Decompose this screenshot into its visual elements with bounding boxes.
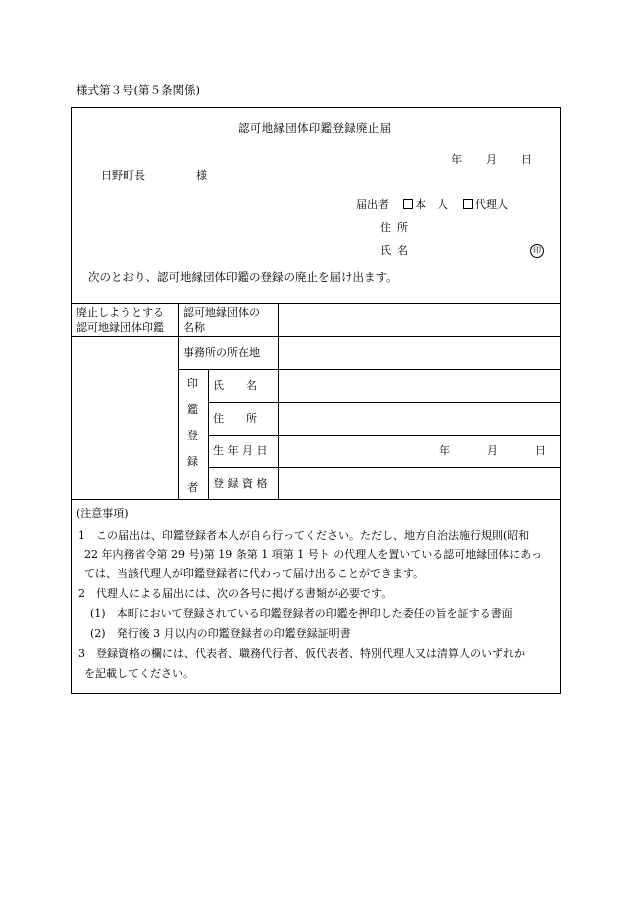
birth-month-label: 月 — [487, 444, 498, 457]
note-line: 2 代理人による届出には、次の各号に掲げる書類が必要です。 — [78, 587, 393, 600]
note-line: 3 登録資格の欄には、代表者、職務代行者、仮代表者、特別代理人又は清算人のいずれか — [78, 647, 525, 660]
col-line-2 — [208, 369, 209, 499]
addressee: 日野町長 — [101, 169, 145, 182]
applicant-address-label: 住所 — [380, 221, 414, 234]
table-bottom-line — [71, 499, 561, 500]
option-proxy[interactable] — [463, 199, 508, 210]
note-line: 22 年内務省令第 29 号)第 19 条第 1 項第 1 号ト の代理人を置いている認可地縁団体にあっ — [84, 548, 543, 561]
col-line-1 — [178, 303, 179, 499]
col-line-3 — [278, 303, 279, 499]
registrant-char-1: 印 — [187, 377, 198, 390]
registrant-name-label: 氏 名 — [213, 379, 257, 392]
birth-year-label: 年 — [439, 444, 450, 457]
registrant-char-4: 録 — [187, 455, 198, 468]
left-header-line1: 廃止しようとする — [76, 306, 164, 319]
proxy-checkbox[interactable] — [463, 199, 473, 209]
registrant-char-2: 鑑 — [187, 403, 198, 416]
form-number: 様式第３号(第５条関係) — [76, 83, 200, 97]
table-top-line — [71, 303, 561, 304]
row-line-4 — [208, 435, 561, 436]
self-checkbox[interactable] — [403, 199, 413, 209]
org-name-label-line1: 認可地縁団体の — [183, 306, 260, 319]
registrant-char-3: 登 — [187, 429, 198, 442]
note-line: (1) 本町において登録されている印鑑登録者の印鑑を押印した委任の旨を証する書面 — [90, 607, 513, 620]
note-line: を記載してください。 — [84, 667, 194, 680]
date-year-label: 年 — [451, 153, 462, 166]
registrant-birthdate-label: 生 年 月 日 — [213, 444, 268, 457]
row-line-2 — [178, 369, 561, 370]
form-frame — [71, 107, 561, 694]
statement: 次のとおり、認可地縁団体印鑑の登録の廃止を届け出ます。 — [88, 270, 398, 284]
note-line: ては、当該代理人が印鑑登録者に代わって届け出ることができます。 — [84, 567, 425, 580]
form-title: 認可地縁団体印鑑登録廃止届 — [238, 121, 392, 135]
registrant-char-5: 者 — [187, 481, 198, 494]
birth-day-label: 日 — [535, 444, 546, 457]
option-proxy-label: 代理人 — [475, 198, 508, 211]
org-name-label-line2: 名称 — [183, 321, 205, 334]
date-month-label: 月 — [486, 153, 497, 166]
notes-heading: (注意事項) — [76, 507, 129, 520]
row-line-3 — [208, 402, 561, 403]
option-self-label: 本 人 — [415, 198, 448, 211]
seal-mark-icon: 印 — [530, 244, 544, 258]
registrant-address-label: 住 所 — [213, 412, 257, 425]
addressee-honorific: 様 — [196, 169, 207, 182]
note-line: (2) 発行後 3 月以内の印鑑登録者の印鑑登録証明書 — [90, 627, 351, 640]
applicant-label: 届出者 — [356, 198, 389, 211]
note-line: 1 この届出は、印鑑登録者本人が自ら行ってください。ただし、地方自治法施行規則(昭和 — [78, 529, 530, 542]
registrant-qualification-label: 登 録 資 格 — [213, 477, 268, 490]
date-day-label: 日 — [521, 153, 532, 166]
row-line-1 — [71, 336, 561, 337]
left-header-line2: 認可地縁団体印鑑 — [76, 321, 164, 334]
office-address-label: 事務所の所在地 — [183, 346, 260, 359]
applicant-name-label: 氏名 — [380, 244, 414, 257]
option-self[interactable] — [403, 199, 448, 210]
row-line-5 — [208, 467, 561, 468]
